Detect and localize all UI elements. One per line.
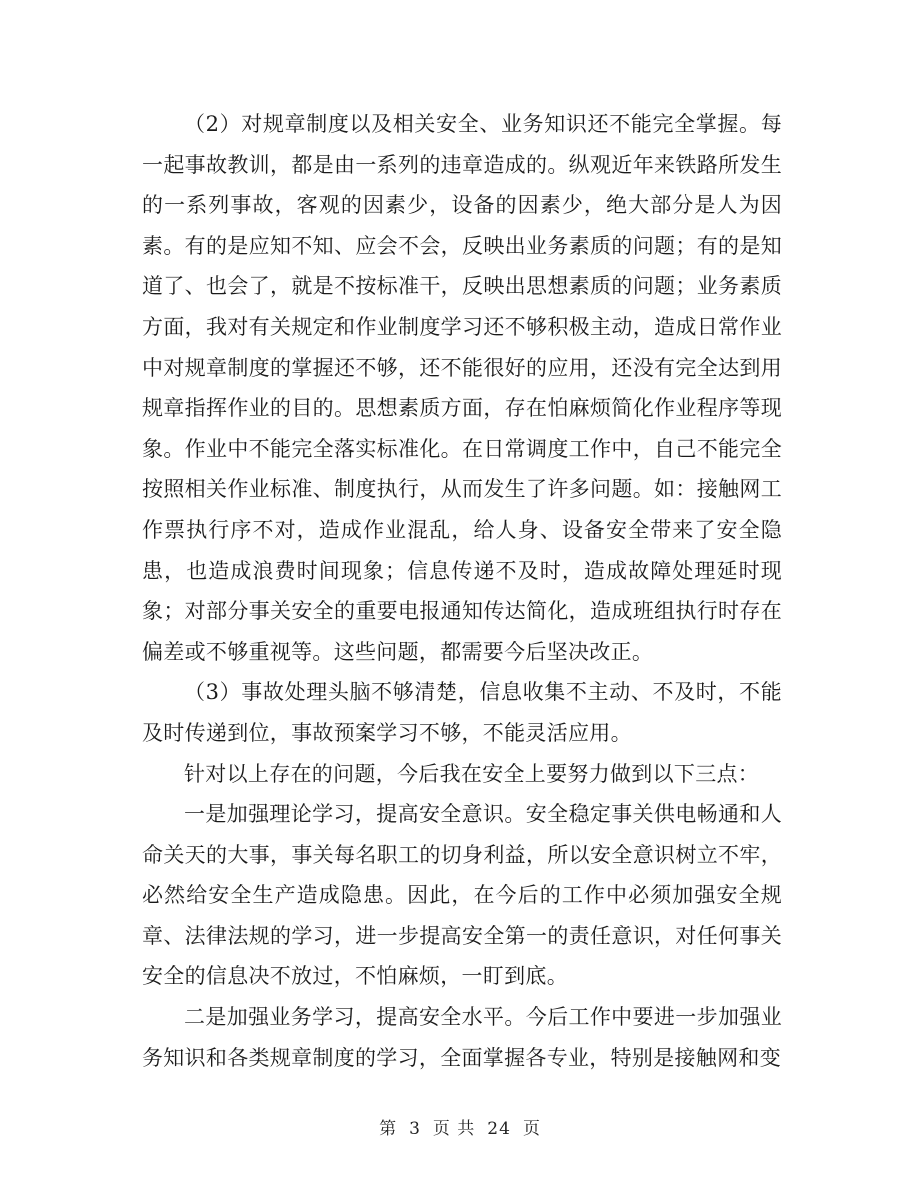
paragraph-business-study: 二是加强业务学习，提高安全水平。今后工作中要进一步加强业务知识和各类规章制度的学习，全面掌握各专业，特别是接触网和变 bbox=[142, 1005, 782, 1070]
footer-suffix: 页 bbox=[522, 1119, 541, 1139]
footer-prefix: 第 bbox=[379, 1119, 398, 1139]
page-footer bbox=[0, 1114, 920, 1139]
footer-total-pages: 24 bbox=[487, 1119, 511, 1139]
document-body bbox=[142, 104, 782, 1078]
footer-current-page: 3 bbox=[409, 1119, 421, 1139]
paragraph-theory-study: 一是加强理论学习，提高安全意识。安全稳定事关供电畅通和人命关天的大事，事关每名职工的切身利益，所以安全意识树立不牢，必然给安全生产造成隐患。因此，在今后的工作中必须加强安全规章、法律法规的学习，进一步提高安全第一的责任意识，对任何事关安全的信息决不放过，不怕麻烦，一盯到底。 bbox=[142, 802, 782, 989]
paragraph-2-rules: （2）对规章制度以及相关安全、业务知识还不能完全掌握。每一起事故教训，都是由一系列的违章造成的。纵观近年来铁路所发生的一系列事故，客观的因素少，设备的因素少，绝大部分是人为因素。有的是应知不知、应会不会，反映出业务素质的问题；有的是知道了、也会了，就是不按标准干，反映出思想素质的问题；业务素质方面，我对有关规定和作业制度学习还不够积极主动，造成日常作业中对规章制度的掌握还不够，还不能很好的应用，还没有完全达到用规章指挥作业的目的。思想素质方面，存在怕麻烦简化作业程序等现象。作业中不能完全落实标准化。在日常调度工作中，自己不能完全按照相关作业标准、制度执行，从而发生了许多问题。如：接触网工作票执行序不对，造成作业混乱，给人身、设备安全带来了安全隐患，也造成浪费时间现象；信息传递不及时，造成故障处理延时现象；对部分事关安全的重要电报通知传达简化，造成班组执行时存在偏差或不够重视等。这些问题，都需要今后坚决改正。 bbox=[142, 112, 782, 664]
paragraph-3-accident-handling: （3）事故处理头脑不够清楚，信息收集不主动、不及时，不能及时传递到位，事故预案学习不够，不能灵活应用。 bbox=[142, 680, 782, 745]
paragraph-plan-intro: 针对以上存在的问题，今后我在安全上要努力做到以下三点： bbox=[184, 761, 760, 786]
footer-middle: 页 共 bbox=[432, 1119, 476, 1139]
